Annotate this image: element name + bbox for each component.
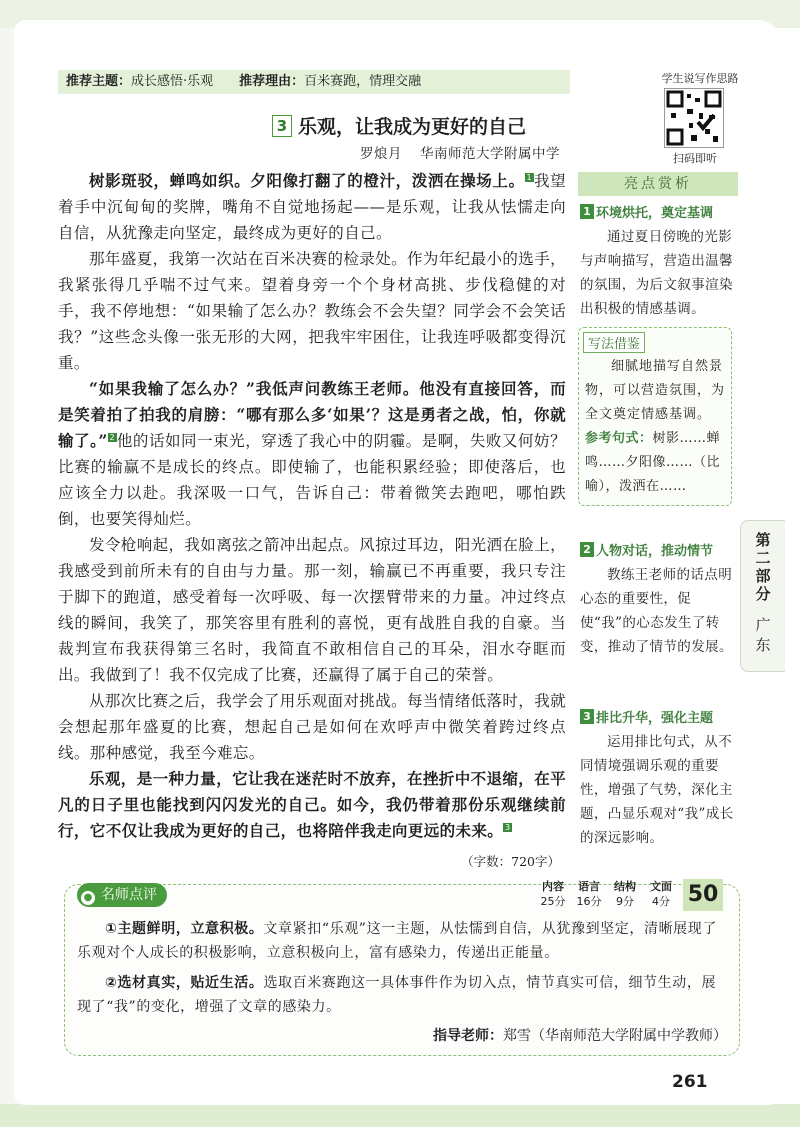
essay-number: 3 <box>272 115 292 137</box>
sidebar-heading: 亮点赏析 <box>578 172 738 196</box>
instructor-name: 郑雪（华南师范大学附属中学教师） <box>503 1028 727 1044</box>
instructor-line <box>335 1025 727 1045</box>
highlight-2-body: 教练王老师的话点明心态的重要性，促使“我”的心态发生了转变，推动了情节的发展。 <box>580 567 733 655</box>
tab-region-label: 广 东 <box>755 616 771 654</box>
qr-scan-label: 扫码即听 <box>673 152 717 165</box>
page-number: 261 <box>672 1072 708 1092</box>
badge-3: 3 <box>580 709 594 724</box>
tip-ref-text: 树影……蝉鸣……夕阳像……（比喻），泼洒在…… <box>585 431 721 494</box>
rec-reason: 百米赛跑，情理交融 <box>304 74 422 89</box>
review-point-2-heading: ②选材真实，贴近生活。 <box>105 975 264 991</box>
rec-topic-label: 推荐主题： <box>66 74 132 89</box>
author-name: 罗烺月 <box>360 146 402 162</box>
tip-ref-label: 参考句式： <box>585 431 653 446</box>
score-value: 16分 <box>576 895 602 908</box>
author-school: 华南师范大学附属中学 <box>420 146 560 162</box>
recommendation-bar <box>58 70 570 94</box>
review-tag-label: 名师点评 <box>101 887 157 903</box>
author-line <box>0 142 560 162</box>
tip-label: 写法借鉴 <box>583 332 645 353</box>
review-point-1-text: 文章紧扣“乐观”这一主题，从怯懦到自信，从犹豫到坚定，清晰展现了乐观对个人成长的积极影响，立意积极向上，富有感染力，传递出正能量。 <box>77 921 717 961</box>
highlight-1-label: 环境烘托，奠定基调 <box>596 206 714 221</box>
highlight-sentence: 树影斑驳，蝉鸣如织。夕阳像打翻了的橙汁，泼洒在操场上。 <box>89 171 525 190</box>
tab-part-label: 第 二 部 分 <box>755 531 771 603</box>
paragraph-text: 我望着手中沉甸甸的奖牌，嘴角不自觉地扬起——是乐观，让我从怯懦走向自信，从犹豫走向坚定，最终成为更好的自己。 <box>58 172 566 242</box>
score-table <box>535 879 723 911</box>
highlight-3-label: 排比升华，强化主题 <box>596 711 714 726</box>
highlight-1-title <box>580 202 738 221</box>
rec-reason-label: 推荐理由： <box>239 74 305 89</box>
paragraph <box>58 376 566 532</box>
score-label: 文面 <box>650 880 672 893</box>
highlight-2-title <box>580 540 738 559</box>
review-point-1 <box>77 917 727 965</box>
annotation-marker: 2 <box>109 433 115 442</box>
score-column <box>607 879 643 911</box>
highlight-sentence: “如果我输了怎么办？”我低声问教练王老师。他没有直接回答，而是笑着拍了拍我的肩膀：“哪有那么多‘如果’？这是勇者之战，怕，你就输了。” <box>58 379 566 450</box>
writing-tip-box <box>578 327 732 506</box>
paragraph: 那年盛夏，我第一次站在百米决赛的检录处。作为年纪最小的选手，我紧张得几乎喘不过气来。望着身旁一个个身材高挑、步伐稳健的对手，我不停地想：“如果输了怎么办？教练会不会失望？同学会不会笑话我？”这些念头像一张无形的大网，把我牢牢困住，让我连呼吸都变得沉重。 <box>58 250 567 372</box>
highlight-3-body: 运用排比句式，从不同情境强调乐观的重要性，增强了气势，深化主题，凸显乐观对“我”成长的深远影响。 <box>580 734 734 846</box>
score-value: 25分 <box>540 895 566 908</box>
score-column <box>571 879 607 911</box>
teacher-review-box <box>64 880 740 1056</box>
highlight-2-label: 人物对话，推动情节 <box>596 544 714 559</box>
paragraph: 从那次比赛之后，我学会了用乐观面对挑战。每当情绪低落时，我就会想起那年盛夏的比赛，想起自己是如何在欢呼声中微笑着跨过终点线。那种感觉，我至今难忘。 <box>58 692 567 762</box>
score-label: 内容 <box>542 880 564 893</box>
paragraph <box>58 766 566 844</box>
annotation-marker: 3 <box>504 823 511 832</box>
essay-title <box>272 112 526 139</box>
essay-title-text: 乐观，让我成为更好的自己 <box>298 116 527 138</box>
instructor-label: 指导老师： <box>433 1028 503 1044</box>
paragraph-text: 他的话如同一束光，穿透了我心中的阴霾。是啊，失败又何妨？比赛的输赢不是成长的终点。即使输了，也能积累经验；即使落后，也应该全力以赴。我深吸一口气，告诉自己：带着微笑去跑吧，哪怕跌倒，也要笑得灿烂。 <box>58 432 566 528</box>
tip-body: 细腻地描写自然景物，可以营造氛围，为全文奠定情感基调。 <box>585 359 726 422</box>
score-label: 结构 <box>614 880 636 893</box>
essay-body <box>58 168 566 844</box>
paragraph: 发令枪响起，我如离弦之箭冲出起点。风掠过耳边，阳光洒在脸上，我感受到前所未有的自由与力量。那一刻，输赢已不再重要，我只专注于脚下的跑道，感受着每一次呼吸、每一次摆臂带来的力量。冲过终点线的瞬间，我笑了，那笑容里有胜利的喜悦，更有战胜自我的自豪。当裁判宣布我获得第三名时，我简直不敢相信自己的耳朵，泪水夺眶而出。我做到了！我不仅完成了比赛，还赢得了属于自己的荣誉。 <box>58 536 567 684</box>
word-count: （字数：720字） <box>461 854 560 869</box>
review-tag <box>77 883 167 907</box>
review-point-2 <box>77 971 727 1019</box>
badge-2: 2 <box>580 542 594 557</box>
rec-topic: 成长感悟·乐观 <box>131 74 214 89</box>
tip-reference <box>585 427 725 499</box>
review-point-1-heading: ①主题鲜明，立意积极。 <box>105 921 264 937</box>
score-column <box>643 879 679 911</box>
section-tab[interactable] <box>740 520 785 672</box>
total-score: 50 <box>683 879 723 911</box>
badge-1: 1 <box>580 204 594 219</box>
person-icon: ● <box>81 891 95 905</box>
score-value: 4分 <box>652 895 670 908</box>
qr-caption: 学生说写作思路 <box>661 72 739 85</box>
annotation-marker: 1 <box>526 173 532 182</box>
highlight-sentence: 乐观，是一种力量，它让我在迷茫时不放弃，在挫折中不退缩，在平凡的日子里也能找到闪闪发光的自己。如今，我仍带着那份乐观继续前行，它不仅让我成为更好的自己，也将陪伴我走向更远的未来。 <box>58 769 567 840</box>
qr-code-icon[interactable] <box>664 88 724 148</box>
bottom-band <box>0 1104 800 1127</box>
score-value: 9分 <box>616 895 634 908</box>
highlights-sidebar <box>572 172 738 850</box>
paragraph <box>58 168 566 246</box>
highlight-3-title <box>580 707 738 726</box>
score-label: 语言 <box>578 880 600 893</box>
review-point-2-text: 选取百米赛跑这一具体事件作为切入点，情节真实可信，细节生动，展现了“我”的变化，增强了文章的感染力。 <box>77 975 717 1015</box>
score-column <box>535 879 571 911</box>
highlight-1-body: 通过夏日傍晚的光影与声响描写，营造出温馨的氛围，为后文叙事渲染出积极的情感基调。 <box>580 229 733 317</box>
